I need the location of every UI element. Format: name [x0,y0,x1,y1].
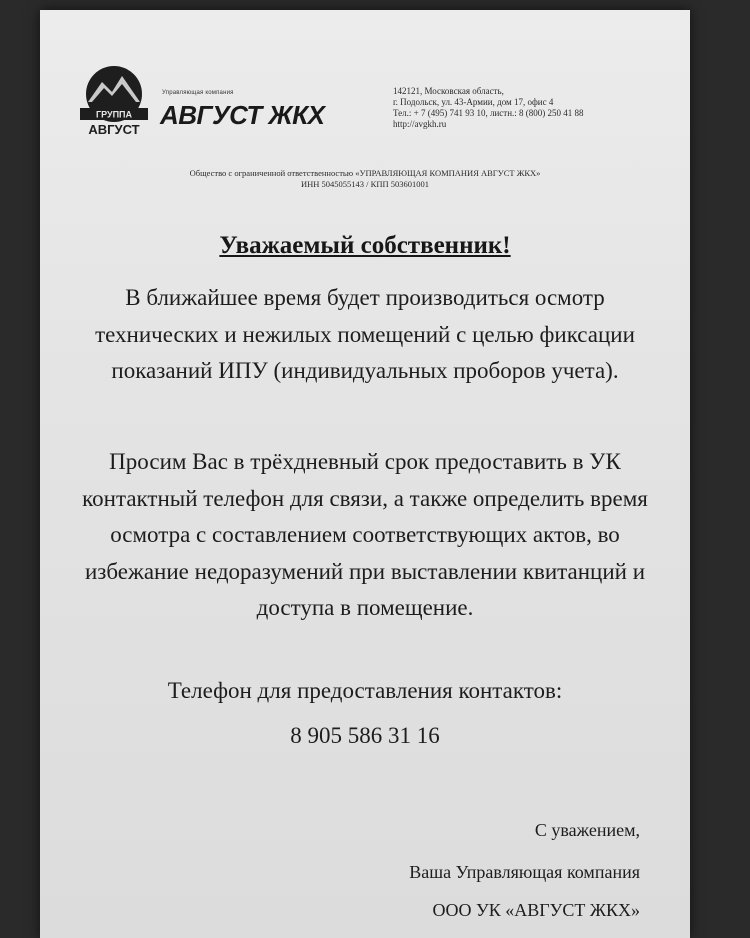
phone-label: Телефон для предоставления контактов: [167,678,563,703]
signature-greeting: С уважением, [534,820,640,840]
phone-number: 8 905 586 31 16 [290,723,440,748]
legal-name: Общество с ограниченной ответственностью «УПРАВЛЯЮЩАЯ КОМПАНИЯ АВГУСТ ЖКХ» [189,168,541,178]
legal-inn: ИНН 5045055143 / КПП 503601001 [301,179,429,189]
signature-org-name: ООО УК «АВГУСТ ЖКХ» [432,900,640,920]
legal-info [70,168,660,190]
address-line: Тел.: + 7 (495) 741 93 10, листн.: 8 (800) 250 41 88 [393,108,584,118]
notice-paragraph-1: В ближайшее время будет производиться осмотр технических и нежилых помещений с целью фиксации показаний ИПУ (индивидуальных проборов учета). [95,285,635,383]
brand-name: АВГУСТ ЖКХ [160,100,325,130]
company-logo [78,62,150,140]
signature-company: Ваша Управляющая компания [409,862,640,882]
address-line: http://avgkh.ru [393,119,447,129]
notice-paper [40,10,690,938]
logo-text-line2: АВГУСТ [88,122,140,137]
brand-subtitle: Управляющая компания [162,90,234,96]
notice-paragraph-2: Просим Вас в трёхдневный срок предоставить в УК контактный телефон для связи, а также определить время осмотра с составлением соответствующих актов, во избежание недоразумений при выставлении квитанций и доступа в помещение. [82,449,648,620]
logo-text-line1: ГРУППА [95,109,133,120]
address-line: г. Подольск, ул. 43-Армии, дом 17, офис 4 [393,97,554,107]
company-address [393,86,663,130]
address-line: 142121, Московская область, [393,86,504,96]
notice-title: Уважаемый собственник! [219,232,511,259]
